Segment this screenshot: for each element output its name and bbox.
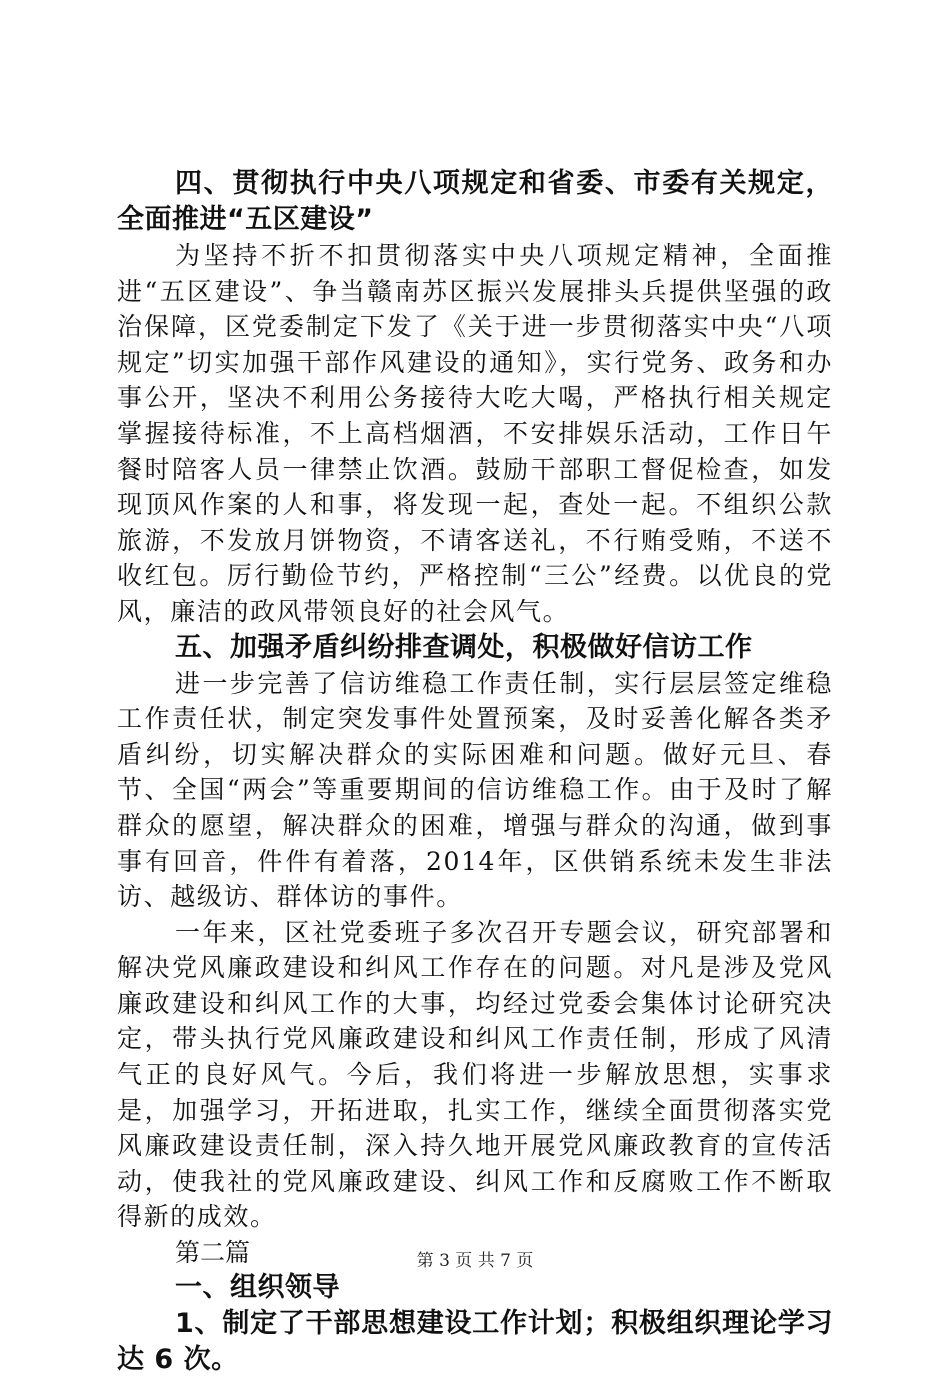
section-heading-5: 五、加强矛盾纠纷排查调处，积极做好信访工作: [175, 631, 753, 663]
paragraph-section-5: 进一步完善了信访维稳工作责任制，实行层层签定维稳工作责任状，制定突发事件处置预案，及时妥善化解各类矛盾纠纷，切实解决群众的实际困难和问题。做好元旦、春节、全国“两会”等重要期间的信访维稳工作。由于及时了解群众的愿望，解决群众的困难，增强与群众的沟通，做到事事有回音，件件有着落，2014年，区供销系统未发生非法访、越级访、群体访的事件。: [117, 668, 833, 912]
heading-organization: 一、组织领导: [175, 1272, 340, 1304]
document-body: [117, 166, 833, 1378]
paragraph-summary: 一年来，区社党委班子多次召开专题会议，研究部署和解决党风廉政建设和纠风工作存在的问题。对凡是涉及党风廉政建设和纠风工作的大事，均经过党委会集体讨论研究决定，带头执行党风廉政建设和纠风工作责任制，形成了风清气正的良好风气。今后，我们将进一步解放思想，实事求是，加强学习，开拓进取，扎实工作，继续全面贯彻落实党风廉政建设责任制，深入持久地开展党风廉政教育的宣传活动，使我社的党风廉政建设、纠风工作和反腐败工作不断取得新的成效。: [117, 917, 833, 1232]
heading-item-1: 1、制定了干部思想建设工作计划；积极组织理论学习达 6 次。: [117, 1308, 833, 1376]
paragraph-section-4: 为坚持不折不扣贯彻落实中央八项规定精神，全面推进“五区建设”、争当赣南苏区振兴发展排头兵提供坚强的政治保障，区党委制定下发了《关于进一步贯彻落实中央“八项规定”切实加强干部作风建设的通知》，实行党务、政务和办事公开，坚决不利用公务接待大吃大喝，严格执行相关规定掌握接待标准，不上高档烟酒，不安排娱乐活动，工作日午餐时陪客人员一律禁止饮酒。鼓励干部职工督促检查，如发现顶风作案的人和事，将发现一起，查处一起。不组织公款旅游，不发放月饼物资，不请客送礼，不行贿受贿，不送不收红包。厉行勤俭节约，严格控制“三公”经费。以优良的党风，廉洁的政风带领良好的社会风气。: [117, 241, 833, 626]
part-label: 第二篇: [175, 1238, 251, 1268]
section-heading-4: 四、贯彻执行中央八项规定和省委、市委有关规定，全面推进“五区建设”: [117, 168, 833, 235]
page-footer: 第 3 页 共 7 页: [416, 1251, 534, 1271]
